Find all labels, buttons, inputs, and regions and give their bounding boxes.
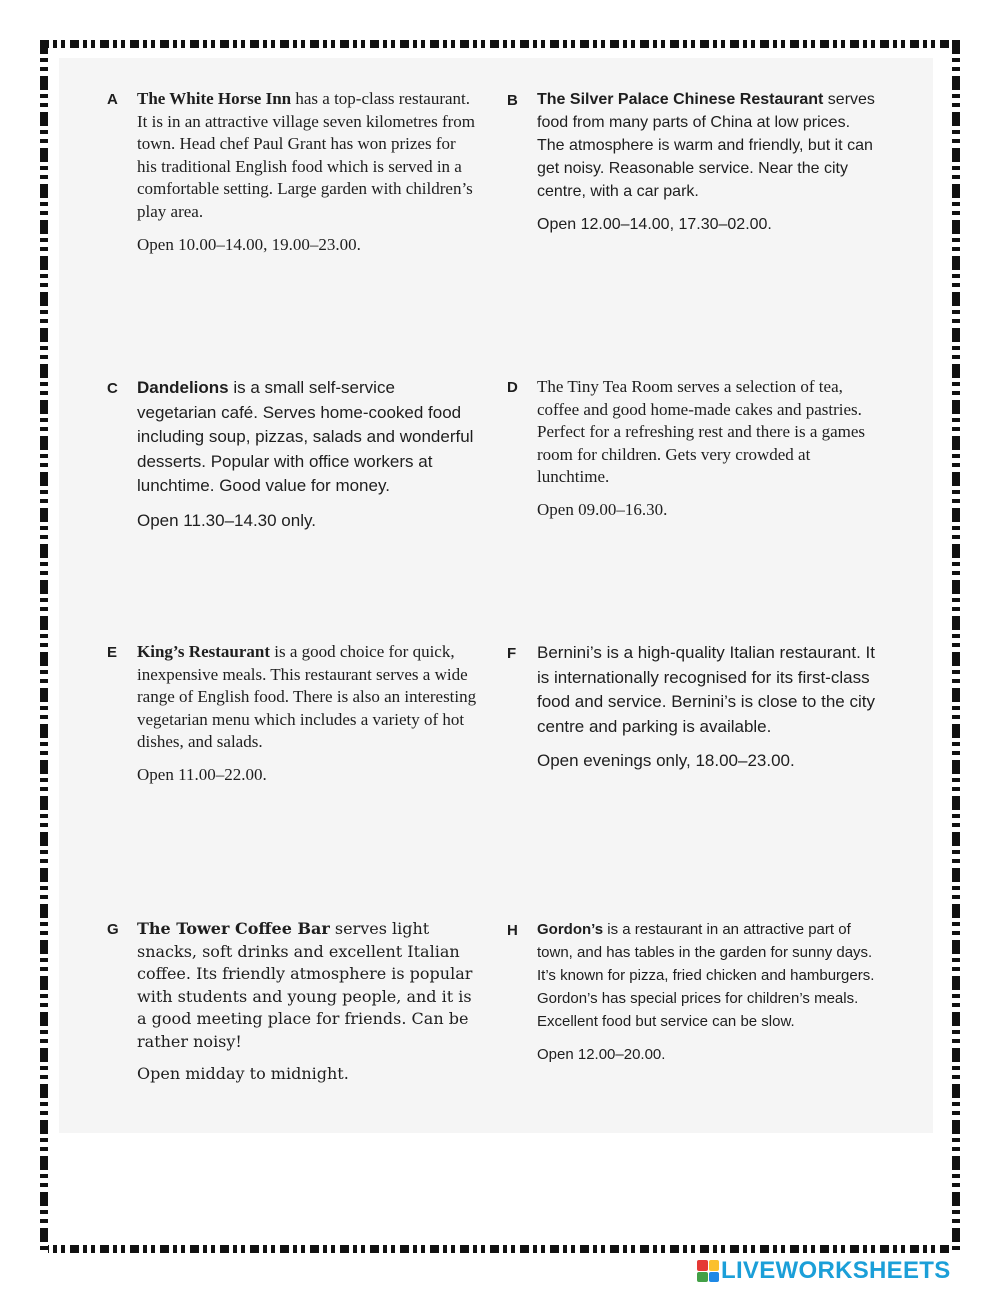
liveworksheets-logo-icon <box>697 1260 719 1282</box>
liveworksheets-watermark <box>697 1257 951 1285</box>
entry-name: Bernini’s <box>537 643 602 662</box>
entry-f <box>507 641 877 774</box>
frame-border-left <box>40 40 48 1253</box>
entry-hours: Open 11.30–14.30 only. <box>137 510 316 530</box>
entry-hours: Open 11.00–22.00. <box>137 764 267 784</box>
entry-d <box>507 376 877 522</box>
entry-hours: Open 12.00–14.00, 17.30–02.00. <box>537 216 772 233</box>
entry-body: is a small self-service vegetarian café. Serves home-cooked food including soup, pizzas, salads and wonderful desserts. Popular with office workers at lunchtime. Good value for money. <box>137 378 474 495</box>
entry-name: The Tower Coffee Bar <box>137 919 330 938</box>
entry-name: King’s Restaurant <box>137 642 271 661</box>
entry-hours: Open evenings only, 18.00–23.00. <box>537 751 795 770</box>
entry-body: serves food from many parts of China at low prices. The atmosphere is warm and friendly, but it can get noisy. Reasonable service. Near the city centre, with a car park. <box>537 91 875 200</box>
entry-hours: Open midday to midnight. <box>137 1064 349 1083</box>
entry-letter: D <box>507 379 518 396</box>
entry-letter: H <box>507 922 518 939</box>
entry-e <box>107 641 477 787</box>
entry-letter: A <box>107 91 118 108</box>
entry-letter: G <box>107 921 119 938</box>
frame-border-right <box>952 40 960 1253</box>
entry-c <box>107 376 477 533</box>
entry-hours: Open 10.00–14.00, 19.00–23.00. <box>137 234 361 254</box>
entry-hours: Open 09.00–16.30. <box>537 499 668 519</box>
entry-hours: Open 12.00–20.00. <box>537 1046 666 1063</box>
frame-border-bottom <box>40 1245 960 1253</box>
entry-letter: B <box>507 92 518 109</box>
entry-body: has a top-class restaurant. It is in an attractive village seven kilometres from town. Head chef Paul Grant has won prizes for his traditional English food which is served in a comfortable setting. Large garden with children’s play area. <box>137 89 475 221</box>
entry-name: Dandelions <box>137 378 229 397</box>
entry-name: The Tiny Tea Room <box>537 377 673 396</box>
entry-g <box>107 918 477 1086</box>
entry-body: is a good choice for quick, inexpensive meals. This restaurant serves a wide range of English food. There is also an interesting vegetarian menu which includes a variety of hot dishes, and salads. <box>137 642 477 752</box>
entry-b <box>507 88 877 236</box>
entry-a <box>107 88 477 256</box>
entry-body: serves light snacks, soft drinks and excellent Italian coffee. Its friendly atmosphere is popular with students and young people, and it is a good meeting place for friends. Can be rather noisy! <box>137 919 473 1051</box>
frame-border-top <box>40 40 960 48</box>
entry-body: is a restaurant in an attractive part of town, and has tables in the garden for sunny days. It’s known for pizza, fried chicken and hamburgers. Gordon’s has special prices for children’s meals. Excellent food but service can be slow. <box>537 921 875 1030</box>
watermark-text: LIVEWORKSHEETS <box>721 1257 951 1284</box>
entry-letter: C <box>107 380 118 397</box>
entry-name: Gordon’s <box>537 921 604 938</box>
entry-letter: F <box>507 645 517 662</box>
content-panel <box>59 58 933 1133</box>
entry-name: The White Horse Inn <box>137 89 292 108</box>
entry-letter: E <box>107 644 118 661</box>
entry-body: is a high-quality Italian restaurant. It is internationally recognised for its first-class food and service. Bernini’s is close to the city centre and parking is available. <box>537 643 875 736</box>
entry-body: serves a selection of tea, coffee and good home-made cakes and pastries. Perfect for a refreshing rest and there is a games room for children. Gets very crowded at lunchtime. <box>537 377 866 487</box>
entry-name: The Silver Palace Chinese Restaurant <box>537 91 824 108</box>
entry-h <box>507 918 877 1066</box>
